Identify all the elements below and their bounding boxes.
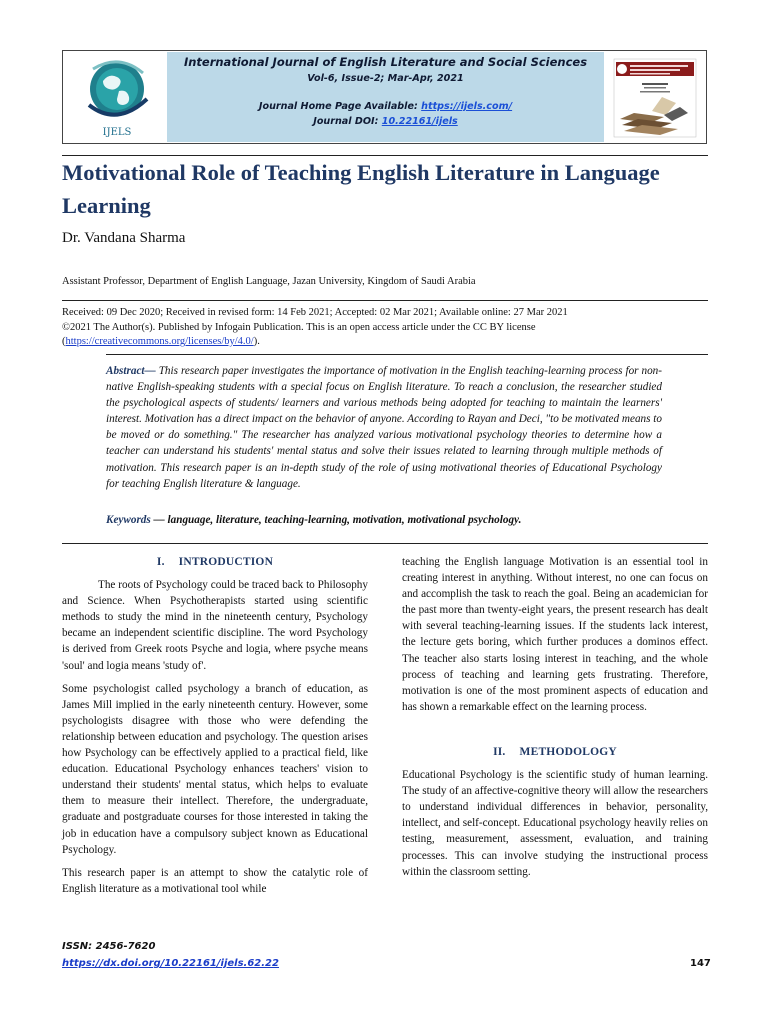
journal-homepage bbox=[167, 101, 604, 112]
homepage-link[interactable]: https://ijels.com/ bbox=[421, 101, 513, 112]
section-heading-introduction bbox=[62, 554, 368, 570]
license-open: ( bbox=[62, 336, 66, 347]
paragraph: Educational Psychology is the scientific study of human learning. The study of an affective-cognitive theory will allow the researchers to understand individual differences in behavior, personality, intellect, and self-concept. Educational psychology heavily relies on testing, measurement, assessment, evaluation, and training processes. This can involve studying the instructional process within the classroom setting. bbox=[402, 769, 708, 878]
left-column bbox=[62, 554, 368, 904]
paragraph: Some psychologist called psychology a branch of education, as James Mill implied in the early nineteenth century. However, some psychologists disagree with those who were defending the relationship between education and psychology. The question arises how Psychology can be effectively applied to a practical field, like education. Educational Psychology enhances teachers' vision to understand their students' mental status, which helps to evaluate them to measure their intellect. Therefore, the undergraduate, graduate and postgraduate courses for those interested in taking the job in education have a compulsory subject known as Educational Psychology. bbox=[62, 682, 368, 856]
abstract-dash: — bbox=[144, 365, 159, 377]
copyright-line: ©2021 The Author(s). Published by Infogain Publication. This is an open access article under the CC BY license bbox=[62, 321, 536, 333]
journal-info-band bbox=[167, 52, 604, 142]
license-link[interactable]: https://creativecommons.org/licenses/by/4.0/ bbox=[65, 336, 254, 347]
right-column bbox=[402, 554, 708, 887]
paper-title: Motivational Role of Teaching English Literature in Language Learning bbox=[62, 160, 660, 218]
abstract-label: Abstract bbox=[106, 365, 145, 377]
journal-doi bbox=[167, 116, 604, 127]
author-affiliation: Assistant Professor, Department of English Language, Jazan University, Kingdom of Saudi Arabia bbox=[62, 276, 476, 287]
journal-volume: Vol-6, Issue-2; Mar-Apr, 2021 bbox=[307, 73, 464, 84]
paragraph: This research paper is an attempt to show the catalytic role of English literature as a motivational tool while bbox=[62, 866, 368, 895]
publication-info bbox=[62, 306, 708, 350]
footer-doi bbox=[62, 958, 279, 969]
abstract-top-divider bbox=[106, 354, 708, 355]
abstract bbox=[106, 363, 662, 492]
section-title: INTRODUCTION bbox=[178, 556, 274, 568]
footer-doi-link[interactable]: https://dx.doi.org/10.22161/ijels.62.22 bbox=[62, 958, 279, 969]
affiliation-divider bbox=[62, 300, 708, 301]
paper-author: Dr. Vandana Sharma bbox=[62, 230, 186, 246]
doi-link[interactable]: 10.22161/ijels bbox=[381, 116, 458, 127]
body-divider bbox=[62, 543, 708, 544]
section-number: II. bbox=[493, 745, 506, 758]
paragraph: The roots of Psychology could be traced back to Philosophy and Science. When Psychotherapists started using scientific methods to study the mind in the nineteenth century, Psychology became an independent scientific discipline. The word Psychology is derived from Greek roots Psyche and logia, where psyche means 'soul' and logia means 'study of'. bbox=[62, 579, 368, 672]
ijels-logo bbox=[69, 55, 165, 139]
section-number: I. bbox=[156, 556, 165, 568]
section-title: METHODOLOGY bbox=[519, 745, 617, 758]
keywords-text: — language, literature, teaching-learning, motivation, motivational psychology. bbox=[150, 514, 522, 526]
doi-label: Journal DOI: bbox=[313, 116, 382, 127]
journal-header bbox=[62, 50, 707, 144]
keywords bbox=[106, 514, 662, 526]
abstract-text: This research paper investigates the importance of motivation in the English teaching-learning process for non-native English-speaking students with a special focus on English literature. To reach a conclusion, the researcher studied the psychological aspects of students/ learners and various methods being adopted for teaching to maintain the learners' interest. Motivation has a direct impact on the behavior of anyone. According to Rayan and Deci, "to be motivated means to be moved or do something." The researcher has analyzed various motivational psychology theories to determine how a teacher can understand his students' mental status and solve their issues related to learning through multiple methods of motivation. This research paper is an in-depth study of the role of using motivational theories of Educational Psychology for teaching English literature & language. bbox=[106, 365, 662, 490]
ijels-logo-text: IJELS bbox=[102, 127, 132, 138]
license-close: ). bbox=[253, 336, 260, 347]
journal-name: International Journal of English Literature and Social Sciences bbox=[183, 55, 588, 69]
section-heading-methodology bbox=[402, 744, 708, 760]
footer-issn: ISSN: 2456-7620 bbox=[62, 941, 156, 952]
paragraph: teaching the English language Motivation is an essential tool in creating interest in anything. Without interest, no one can focus on and accomplish the task to reach the goal. Being an academician for the past more than twenty-eight years, the present research has dealt with several teaching-learning issues. If the students lack interest, the lecture gets boring, which further produces a dominos effect. The teacher also starts losing interest in teaching, and the whole process of teaching and learning gets frustrating. Therefore, motivation is one of the most prominent aspects of education and has shown a remarkable effect on the learning process. bbox=[402, 556, 708, 713]
page-number: 147 bbox=[690, 958, 711, 969]
received-dates: Received: 09 Dec 2020; Received in revised form: 14 Feb 2021; Accepted: 02 Mar 2021; Available online: 27 Mar 2021 bbox=[62, 307, 568, 318]
keywords-label: Keywords bbox=[106, 514, 151, 526]
homepage-label: Journal Home Page Available: bbox=[258, 101, 422, 112]
license-line bbox=[62, 335, 708, 350]
journal-cover-image bbox=[612, 57, 698, 139]
